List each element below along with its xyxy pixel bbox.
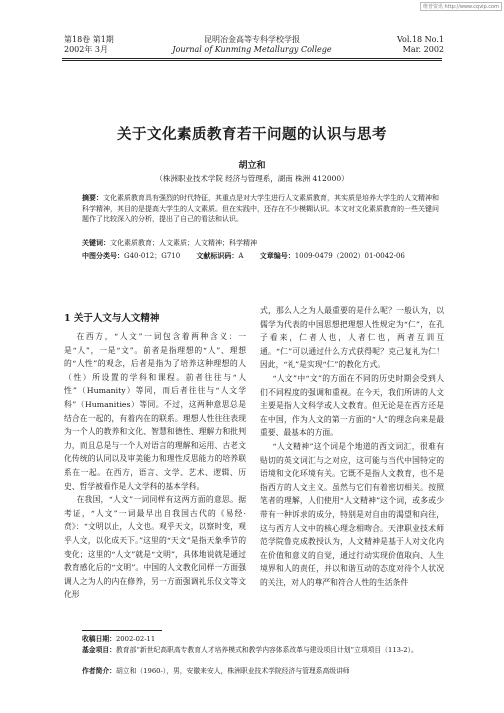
- paragraph: 在我国，“人文”一词同样有这两方面的意思。据考证，“人文”一词最早出自我国古代的《易经·贲》：“文明以止，人文也。观乎天文，以察时变，观乎人文，以化成天下。”这里的“天文”是指天象季节的变化；这里的“人文”就是“文明”，具体地说就是通过教育感化后的“文明”。中国的人文教化同样一方面强调人之为人的内在修养，另一方面强调礼乐仪文等文化形: [64, 495, 246, 600]
- paragraph: 式，那么人之为人最重要的是什么呢？一般认为，以儒学为代表的中国思想把理想人性规定为“仁”，在孔子看来，仁者人也，人者仁也，两者互训互通。“仁”可以通过什么方式获得呢？克己复礼为仁！因此，“礼”是实现“仁”的教化方式。: [260, 306, 444, 370]
- footnote-received: [82, 634, 442, 645]
- doc-code-value: A: [238, 252, 244, 260]
- fund-label: 基金项目：: [82, 646, 116, 654]
- journal-name-cn: 昆明冶金高等专科学校学报: [204, 35, 300, 44]
- footnote-rule: [82, 630, 162, 631]
- journal-vol-en: [397, 35, 444, 55]
- classification-line: [82, 251, 442, 262]
- article-id-value: 1009-0479（2002）01-0042-06: [294, 252, 405, 260]
- year-month: 2002年 3月: [64, 45, 108, 54]
- watermark[interactable]: 维普资讯 http://www.cqvip.com: [420, 2, 502, 11]
- abstract: [82, 193, 442, 225]
- volume-issue: 第18卷 第1期: [64, 35, 114, 44]
- abstract-text: 文化素质教育具有强烈的时代特征，其重点是对大学生进行人文素质教育，其实质是培养大学生的人文精神和科学精神，其目的是提高大学生的人文素质。但在实践中，还存在不少模糊认识。本文对文化素质教育的一些关键问题作了比较深入的分析，提出了自己的看法和认识。: [82, 194, 439, 223]
- vol-no: Vol.18 No.1: [397, 35, 444, 44]
- paragraph: 在西方，“人文”一词包含着两种含义：一是“人”，一是“文”。前者是指理想的“人”、理想的“人性”的观念，后者是指为了培养这种理想的人（性）所设置的学科和课程。前者往往与“人性”（Humanity）等同，而后者往往与“人文学科”（Humanities）等同。不过，这两种意思总是结合在一起的，有着内在的联系。理想人性往往表现为一个人的教养和文化、智慧和德性、理解力和批判力，而且总是与一个人对语言的理解和运用、古老文化传统的认同以及审美能力和理性反思能力的培养联系在一起。在西方，语言、文学、艺术、逻辑、历史、哲学被看作是人文学科的基本学科。: [64, 332, 246, 491]
- journal-name-en: Journal of Kunming Metallurgy College: [172, 45, 332, 54]
- right-column: [260, 304, 444, 589]
- section-heading: 1 关于人文与人文精神: [64, 313, 160, 324]
- doc-code-label: 文献标识码：: [196, 251, 239, 260]
- paragraph: “人文精神”这个词是个地道的西文词汇，很难有贴切的英文词汇与之对应，这可能与当代中国特定的语境和文化环境有关。它既不是指人文教育，也不是指西方的人文主义。虽然与它们有着密切相关。按照笔者的理解，人们使用“人文精神”这个词，或多或少带有一种诉求的成分，特别是对自由的渴望和向往，这与西方人文中的核心理念相吻合。天津职业技术师范学院鲁克成教授认为，人文精神是基于人对文化内在价值和意义的自觉，通过行动实现价值取向、人生境界和人的责任，并以和谐互动的态度对待个人状况的关注，对人的尊严和符合人性的生活条件: [260, 441, 444, 587]
- date-en: Mar. 2002: [402, 45, 444, 54]
- footnote-author: [82, 666, 442, 677]
- keywords: [82, 238, 442, 249]
- author-bio-text: 胡立和（1960-），男，安徽来安人，株洲职业技术学院经济与管理系高级讲师: [115, 667, 350, 675]
- article-id-label: 文章编号：: [259, 251, 295, 260]
- received-label: 收稿日期：: [82, 635, 116, 643]
- author-bio-label: 作者简介：: [82, 667, 116, 675]
- clc-value: G40-012；G710: [124, 252, 181, 260]
- keywords-label: 关键词：: [82, 238, 110, 247]
- paragraph: “人文”中“文”的方面在不同的历史时期会受到人们不同程度的强调和重视。在今天，我们所讲的人文主要是指人文科学或人文教育。但无论是在西方还是在中国，作为人文的第一方面的“人”的理念向来是最重要、最基本的方面。: [260, 373, 444, 438]
- author-affiliation: （株洲职业技术学院 经济与管理系，湖南 株洲 412000）: [155, 174, 349, 183]
- article-author: 胡立和: [238, 161, 266, 171]
- received-date: 2002-02-11: [115, 635, 156, 643]
- fund-text: 教育部“新世纪高职高专教育人才培养模式和教学内容体系改革与建设项目计划”立项项目（113-2）。: [115, 646, 418, 654]
- abstract-label: 摘要：: [82, 193, 103, 202]
- header-rule-top: [62, 58, 442, 59]
- left-column: [64, 330, 246, 602]
- article-title: 关于文化素质教育若干问题的认识与思考: [117, 126, 387, 143]
- footnote-fund: [82, 645, 442, 656]
- keywords-text: 文化素质教育；人文素质；人文精神；科学精神: [110, 239, 257, 247]
- clc-label: 中图分类号：: [82, 251, 124, 260]
- header-rule-bottom: [62, 60, 442, 61]
